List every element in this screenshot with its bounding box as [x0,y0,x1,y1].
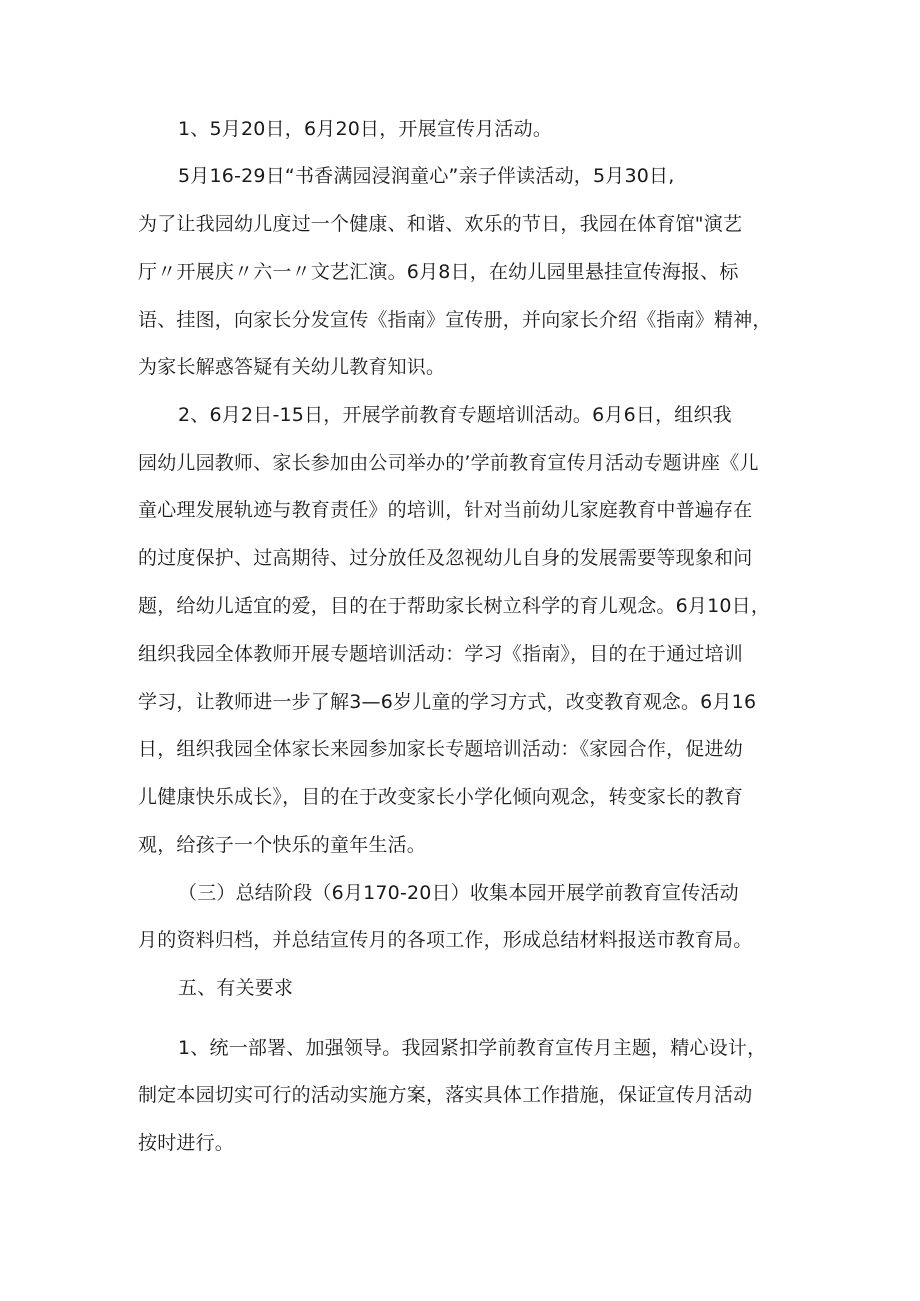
text-line [0,259,920,285]
text-line [0,880,920,906]
line-text: 按时进行。 [138,1132,235,1154]
line-text: 为家长解惑答疑有关幼儿教育知识。 [138,356,446,378]
text-line [0,1130,920,1156]
line-text: 5月16-29日“书香满园浸润童心”亲子伴读活动，5月30日, [178,165,675,187]
line-text: 题，给幼儿适宜的爱，目的在于帮助家长树立科学的育儿观念。6月10日， [138,595,771,617]
line-text: 日，组织我园全体家长来园参加家长专题培训活动：《家园合作，促进幼 [138,738,743,760]
text-line [0,450,920,476]
text-line [0,784,920,810]
text-line [0,832,920,858]
line-text: 儿健康快乐成长》，目的在于改变家长小学化倾向观念，转变家长的教育 [138,786,743,808]
line-text: 1、统一部署、加强领导。我园紧扣学前教育宣传月主题，精心设计， [178,1037,767,1059]
text-line [0,497,920,523]
line-text: 1、5月20日，6月20日，开展宣传月活动。 [178,118,553,140]
text-line [0,975,920,1001]
text-line [0,593,920,619]
line-text: 五、有关要求 [178,977,294,999]
line-text: 制定本园切实可行的活动实施方案，落实具体工作措施，保证宣传月活动 [138,1084,753,1106]
text-line [0,163,920,189]
text-line [0,545,920,571]
text-line [0,211,920,237]
line-text: 组织我园全体教师开展专题培训活动：学习《指南》，目的在于通过培训 [138,643,743,665]
text-line [0,736,920,762]
line-text: 学习，让教师进一步了解3—6岁儿童的学习方式，改变教育观念。6月16 [138,691,757,713]
text-line [0,641,920,667]
text-line [0,689,920,715]
text-line [0,354,920,380]
line-text: 为了让我园幼儿度过一个健康、和谐、欢乐的节日，我园在体育馆"演艺 [138,213,743,235]
text-line [0,1035,920,1061]
line-text: （三）总结阶段（6月170-20日）收集本园开展学前教育宣传活动 [178,882,739,904]
text-line [0,402,920,428]
line-text: 2、6月2日-15日，开展学前教育专题培训活动。6月6日，组织我 [178,404,732,426]
line-text: 观，给孩子一个快乐的童年生活。 [138,834,427,856]
line-text: 厅〃开展庆〃六一〃文艺汇演。6月8日，在幼儿园里悬挂宣传海报、标 [138,261,739,283]
line-text: 月的资料归档，并总结宣传月的各项工作，形成总结材料报送市教育局。 [138,929,753,951]
text-line [0,1082,920,1108]
line-text: 园幼儿园教师、家长参加由公司举办的’学前教育宣传月活动专题讲座《儿 [138,452,759,474]
text-line [0,307,920,333]
line-text: 语、挂图，向家长分发宣传《指南》宣传册，并向家长介绍《指南》精神， [138,309,772,331]
text-line [0,116,920,142]
text-line [0,927,920,953]
line-text: 童心理发展轨迹与教育责任》的培训，针对当前幼儿家庭教育中普遍存在 [138,499,753,521]
line-text: 的过度保护、过高期待、过分放任及忽视幼儿自身的发展需要等现象和问 [138,547,753,569]
